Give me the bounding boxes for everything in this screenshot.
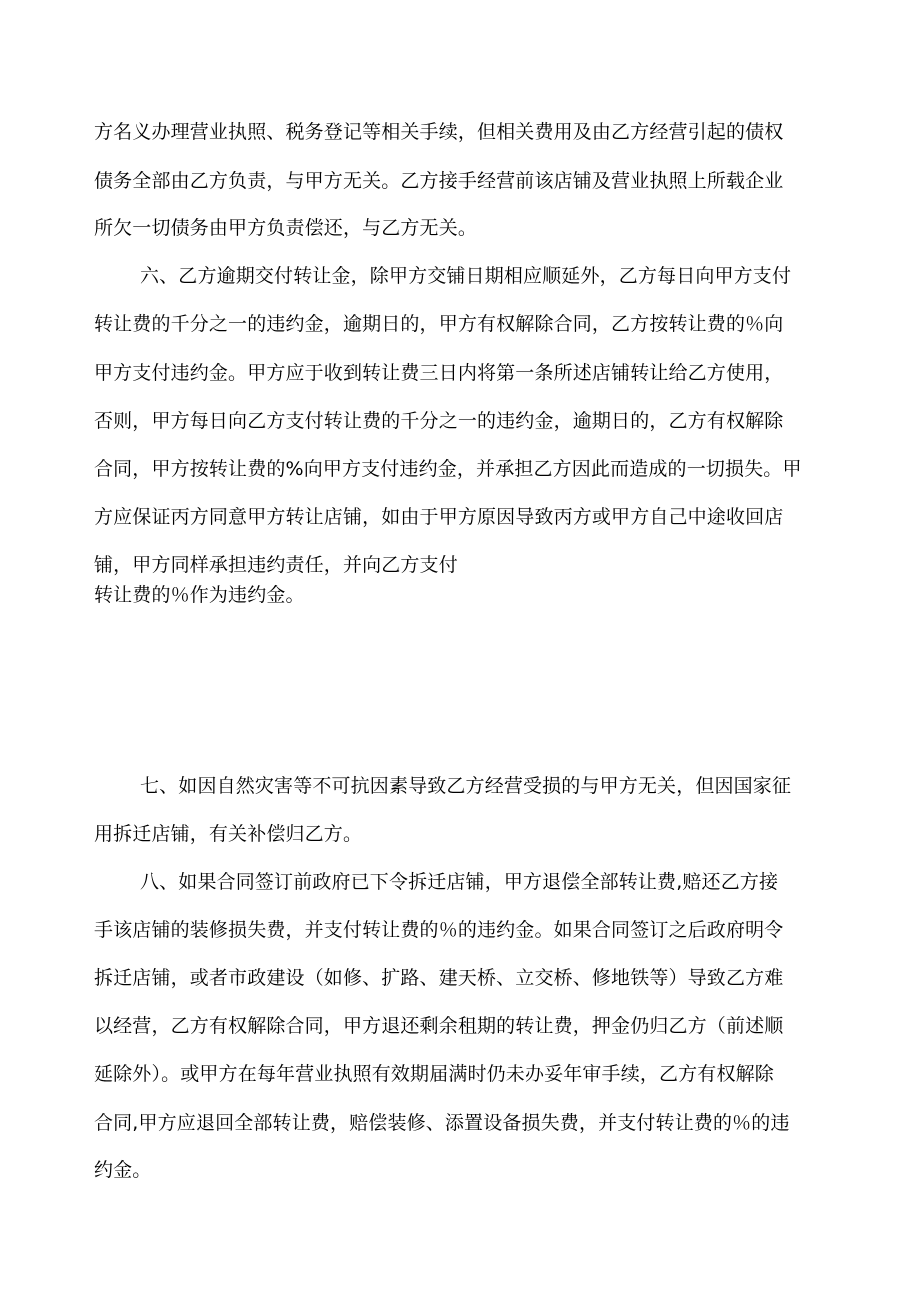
text-line: 方名义办理营业执照、税务登记等相关手续，但相关费用及由乙方经营引起的债权	[94, 121, 784, 143]
text-line: 所欠一切债务由甲方负责偿还，与乙方无关。	[94, 217, 478, 239]
text-line: 合同，甲方按转让费的%向甲方支付违约金，并承担乙方因此而造成的一切损失。甲	[94, 458, 802, 480]
text-line: 方应保证丙方同意甲方转让店铺，如由于甲方原因导致丙方或甲方自己中途收回店	[94, 506, 784, 528]
text-line: 债务全部由乙方负责，与甲方无关。乙方接手经营前该店铺及营业执照上所载企业	[94, 170, 784, 192]
clause-eight-first-line: 八、如果合同签订前政府已下令拆迁店铺，甲方退偿全部转让费,赔还乙方接	[140, 871, 779, 893]
clause-seven-first-line: 七、如因自然灾害等不可抗因素导致乙方经营受损的与甲方无关，但因国家征	[140, 775, 792, 797]
text-line: 转让费的％作为违约金。	[94, 584, 305, 606]
text-line: 延除外）。或甲方在每年营业执照有效期届满时仍未办妥年审手续，乙方有权解除	[94, 1063, 774, 1085]
text-line: 甲方支付违约金。甲方应于收到转让费三日内将第一条所述店铺转让给乙方使用，	[94, 362, 784, 384]
text-line: 转让费的千分之一的违约金，逾期日的，甲方有权解除合同，乙方按转让费的％向	[94, 313, 784, 335]
text-line: 约金。	[94, 1159, 152, 1181]
text-line: 以经营，乙方有权解除合同，甲方退还剩余租期的转让费，押金仍归乙方（前述顺	[94, 1015, 784, 1037]
text-line: 铺，甲方同样承担违约责任，并向乙方支付	[94, 554, 458, 576]
text-line: 合同,甲方应退回全部转让费，赔偿装修、添置设备损失费，并支付转让费的％的违	[94, 1112, 790, 1134]
text-line: 用拆迁店铺，有关补偿归乙方。	[94, 823, 363, 845]
text-line: 否则，甲方每日向乙方支付转让费的千分之一的违约金，逾期日的，乙方有权解除	[94, 410, 784, 432]
text-line: 手该店铺的装修损失费，并支付转让费的％的违约金。如果合同签订之后政府明令	[94, 919, 784, 941]
clause-six-first-line: 六、乙方逾期交付转让金，除甲方交铺日期相应顺延外，乙方每日向甲方支付	[140, 265, 792, 287]
text-line: 拆迁店铺，或者市政建设（如修、扩路、建天桥、立交桥、修地铁等）导致乙方难	[94, 967, 784, 989]
